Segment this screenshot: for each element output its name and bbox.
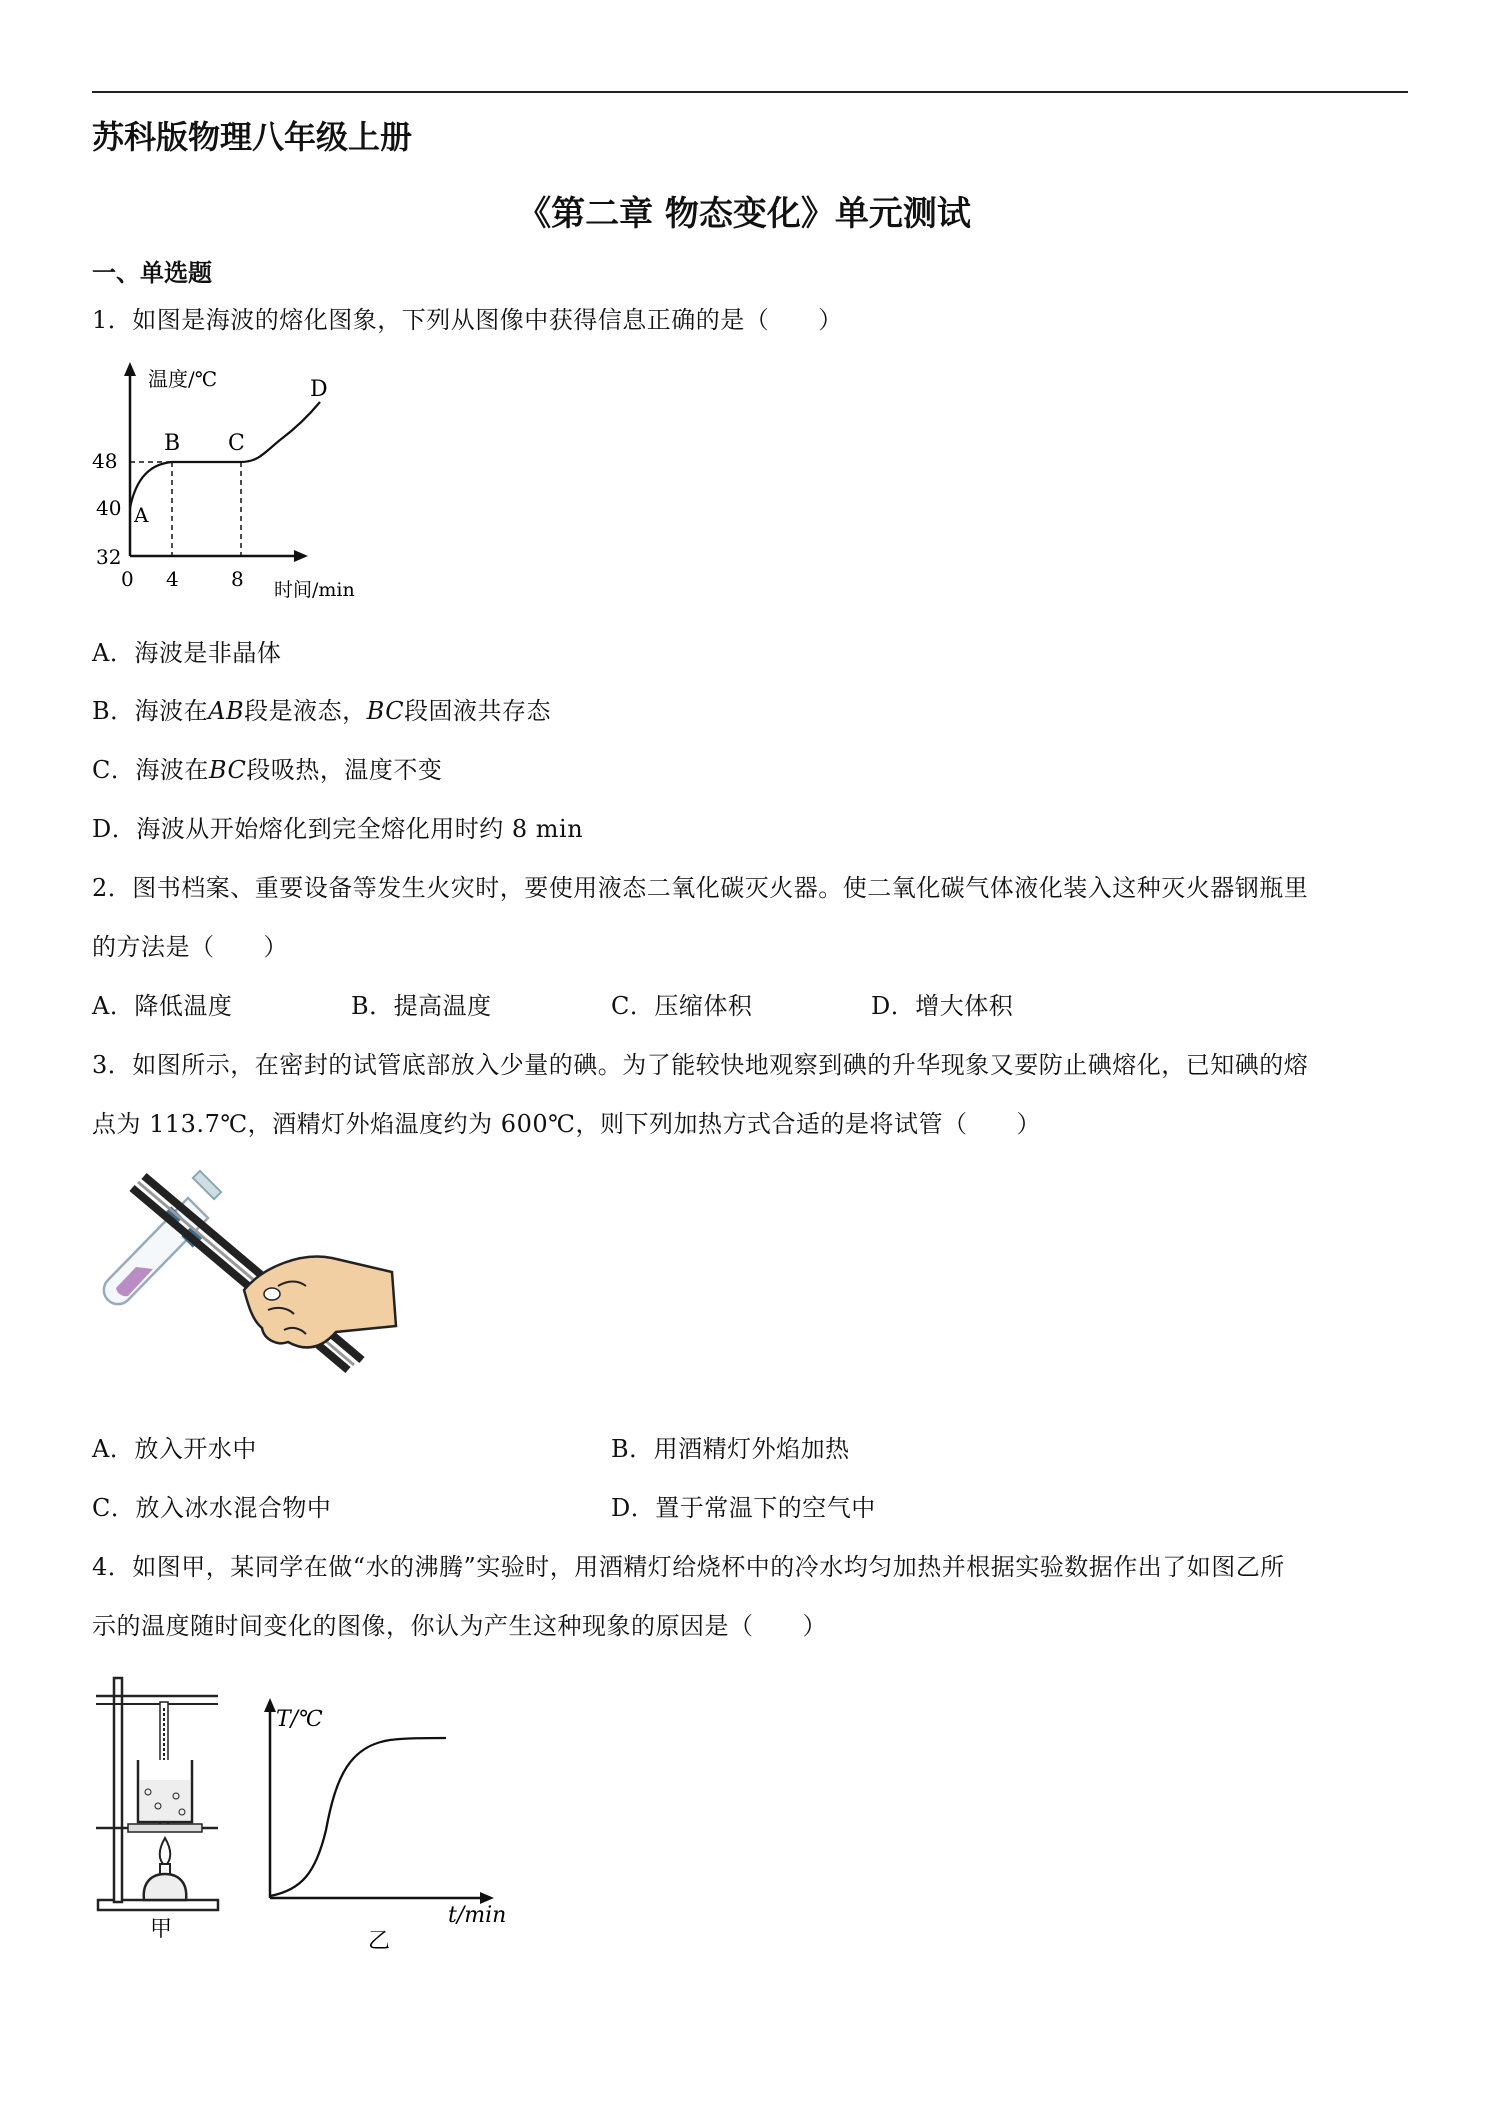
- q1-graph-xlabel: 时间/min: [274, 579, 355, 601]
- q4-temperature-graph: [250, 1690, 530, 1950]
- q2-option-c: C．压缩体积: [611, 992, 753, 1020]
- q2-stem-line2: 的方法是（ ）: [92, 933, 288, 961]
- q4-stem-line2: 示的温度随时间变化的图像，你认为产生这种现象的原因是（ ）: [92, 1612, 827, 1640]
- q1-ytick-40: 40: [96, 496, 122, 520]
- q4-graph-ylabel: T/℃: [276, 1707, 323, 1732]
- q1-ytick-48: 48: [92, 449, 118, 473]
- section-heading: 一、单选题: [92, 259, 212, 287]
- q1-graph-ylabel: 温度/℃: [148, 367, 218, 391]
- q1-option-b: B．海波在AB段是液态，BC段固液共存态: [92, 697, 552, 725]
- q3-stem-line1: 3．如图所示，在密封的试管底部放入少量的碘。为了能较快地观察到碘的升华现象又要防止碘熔化，已知碘的熔: [92, 1051, 1309, 1079]
- q4-graph-xlabel: t/min: [448, 1903, 507, 1928]
- q1-melting-graph: [88, 358, 388, 608]
- q3-option-a: A．放入开水中: [92, 1435, 257, 1463]
- q3-option-b: B．用酒精灯外焰加热: [611, 1435, 850, 1463]
- q1-option-a: A．海波是非晶体: [92, 639, 282, 667]
- q1-xtick-4: 4: [166, 567, 179, 591]
- q3-option-c: C．放入冰水混合物中: [92, 1494, 332, 1522]
- q1-point-b: B: [164, 431, 181, 456]
- page-title: 《第二章 物态变化》单元测试: [517, 194, 971, 234]
- q2-stem-line1: 2．图书档案、重要设备等发生火灾时，要使用液态二氧化碳灭火器。使二氧化碳气体液化装入这种灭火器钢瓶里: [92, 874, 1309, 902]
- q1-xtick-8: 8: [231, 567, 244, 591]
- q4-boiling-apparatus: [90, 1668, 240, 1948]
- q1-stem: 1．如图是海波的熔化图象，下列从图像中获得信息正确的是（ ）: [92, 306, 843, 334]
- q1-option-d: D．海波从开始熔化到完全熔化用时约 8 min: [92, 815, 584, 843]
- q4-stem-line1: 4．如图甲，某同学在做“水的沸腾”实验时，用酒精灯给烧杯中的冷水均匀加热并根据实验数据作出了如图乙所: [92, 1553, 1285, 1581]
- q2-option-a: A．降低温度: [92, 992, 233, 1020]
- q2-option-b: B．提高温度: [351, 992, 492, 1020]
- q1-point-c: C: [228, 431, 245, 456]
- subject-title: 苏科版物理八年级上册: [92, 118, 413, 156]
- q1-xtick-0: 0: [121, 567, 134, 591]
- q3-option-d: D．置于常温下的空气中: [611, 1494, 876, 1522]
- q1-ytick-32: 32: [96, 545, 122, 569]
- q3-stem-line2: 点为 113.7℃，酒精灯外焰温度约为 600℃，则下列加热方式合适的是将试管（ ）: [92, 1110, 1041, 1138]
- q2-option-d: D．增大体积: [871, 992, 1014, 1020]
- q1-option-c: C．海波在BC段吸热，温度不变: [92, 756, 443, 784]
- q1-point-a: A: [134, 503, 149, 527]
- header-rule: [92, 91, 1408, 93]
- q3-test-tube-figure: [92, 1168, 412, 1398]
- q1-graph-curve: [130, 402, 320, 508]
- q4-label-jia: 甲: [150, 1917, 173, 1942]
- hand: [244, 1257, 396, 1348]
- q4-label-yi: 乙: [368, 1929, 391, 1950]
- q4-graph-curve: [270, 1738, 446, 1896]
- q1-point-d: D: [310, 377, 328, 402]
